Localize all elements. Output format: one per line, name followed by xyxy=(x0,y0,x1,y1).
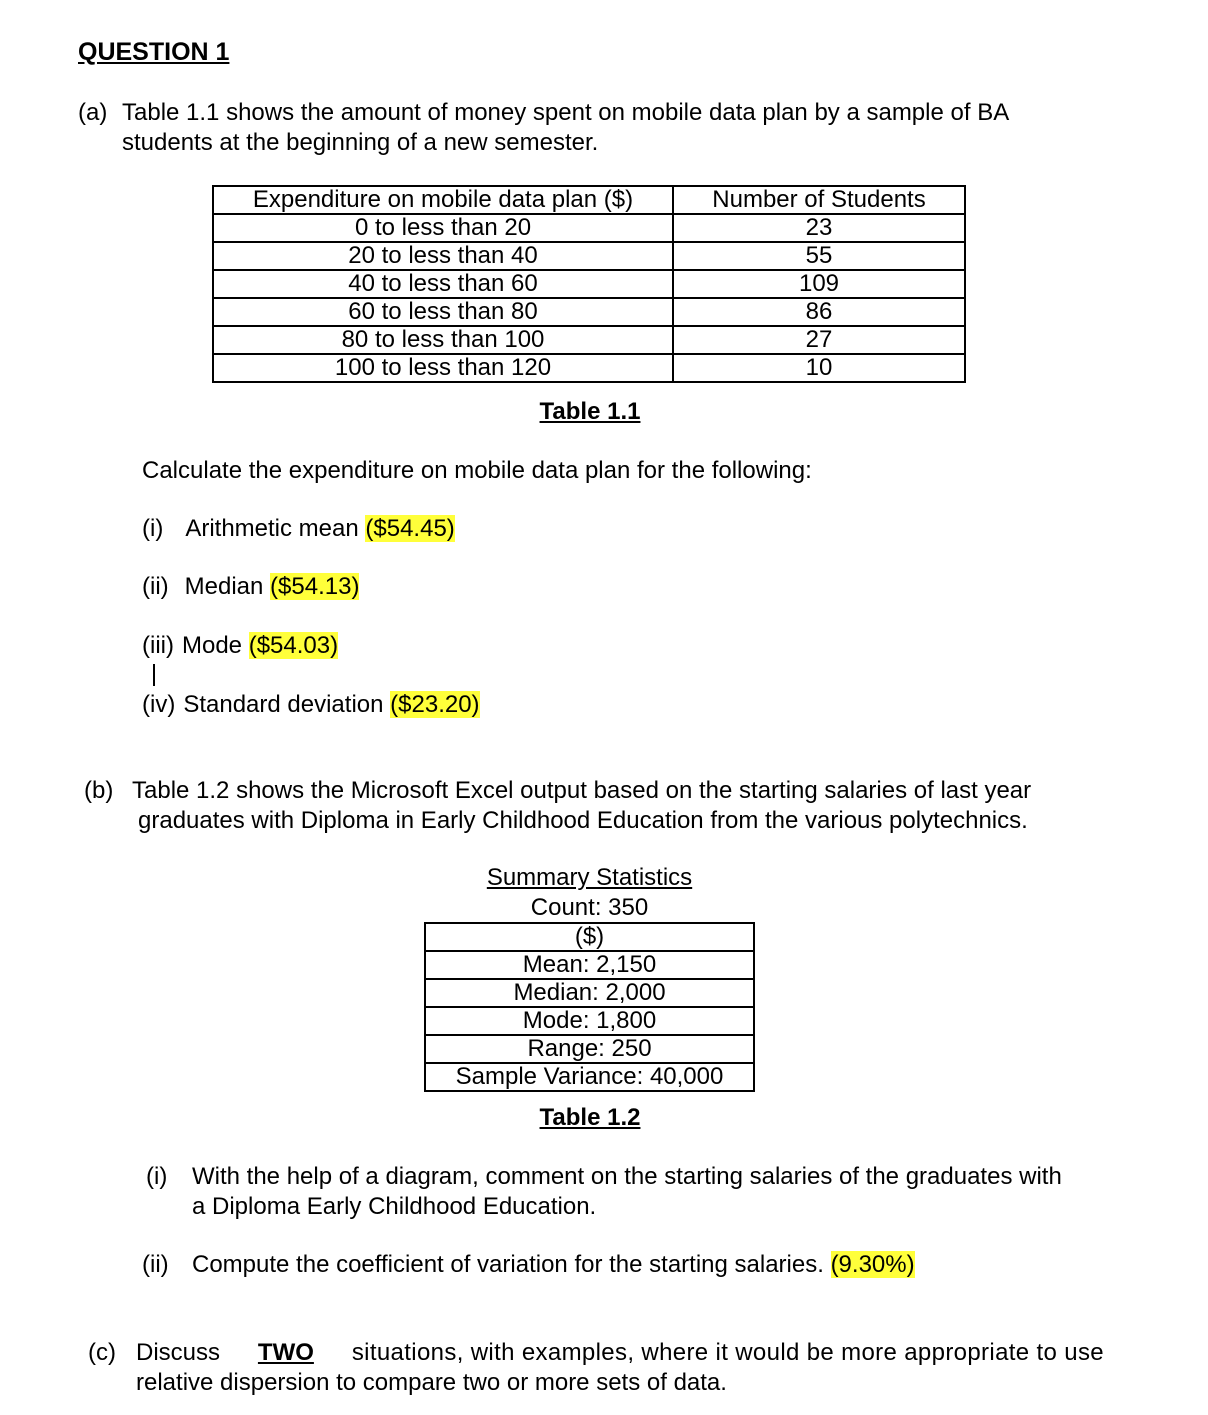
answer-highlight: ($54.13) xyxy=(270,573,360,600)
item-number: (iv) xyxy=(142,691,176,718)
table-cell: Range: 250 xyxy=(425,1035,754,1063)
table-header-cell: Number of Students xyxy=(673,186,965,214)
table-cell: ($) xyxy=(425,923,754,951)
part-b-label: (b) xyxy=(84,777,114,804)
part-c-pre: Discuss xyxy=(136,1339,221,1366)
part-c-line2: relative dispersion to compare two or more sets of data. xyxy=(136,1369,727,1396)
table-cell: 86 xyxy=(673,298,965,326)
item-number: (iii) xyxy=(142,632,174,659)
table-cell: 23 xyxy=(673,214,965,242)
item-text: Standard deviation xyxy=(183,691,384,718)
item-b-ii xyxy=(192,1250,915,1280)
part-a-instruction: Calculate the expenditure on mobile data plan for the following: xyxy=(142,457,812,484)
part-b-intro-line1: Table 1.2 shows the Microsoft Excel output based on the starting salaries of last year xyxy=(132,777,1032,804)
item-b-i-line2: a Diploma Early Childhood Education. xyxy=(192,1193,597,1220)
answer-highlight: (9.30%) xyxy=(830,1251,915,1278)
table-cell: 40 to less than 60 xyxy=(213,270,673,298)
part-c-post: situations, with examples, where it would be more appropriate to use xyxy=(351,1339,1104,1366)
table-cell: Sample Variance: 40,000 xyxy=(425,1063,754,1091)
table-cell: 55 xyxy=(673,242,965,270)
table-1-2 xyxy=(424,922,755,1092)
part-a-label: (a) xyxy=(78,99,108,126)
table-cell: 0 to less than 20 xyxy=(213,214,673,242)
item-a-iv xyxy=(142,690,480,720)
table-row xyxy=(213,214,965,242)
table-cell: 10 xyxy=(673,354,965,382)
item-number: (i) xyxy=(142,515,164,542)
table-cell: Mode: 1,800 xyxy=(425,1007,754,1035)
part-a-intro-line2: students at the beginning of a new semester. xyxy=(122,129,599,156)
table-1-1-caption: Table 1.1 xyxy=(539,398,641,425)
table-header-cell: Expenditure on mobile data plan ($) xyxy=(213,186,673,214)
table-1-2-caption: Table 1.2 xyxy=(539,1104,641,1131)
table-row xyxy=(213,242,965,270)
table-row xyxy=(213,298,965,326)
item-text: Compute the coefficient of variation for the starting salaries. xyxy=(192,1251,824,1278)
table-row xyxy=(425,923,754,951)
item-text: Median xyxy=(184,573,264,600)
table-row xyxy=(213,354,965,382)
item-text: Mode xyxy=(181,632,243,659)
part-c-line1 xyxy=(136,1338,1104,1368)
item-text: Arithmetic mean xyxy=(185,515,359,542)
item-number: (ii) xyxy=(142,573,169,600)
table-cell: 27 xyxy=(673,326,965,354)
summary-count: Count: 350 xyxy=(530,894,649,921)
part-c-label: (c) xyxy=(88,1339,116,1366)
part-a-intro-line1: Table 1.1 shows the amount of money spent on mobile data plan by a sample of BA xyxy=(122,99,1010,126)
summary-title: Summary Statistics xyxy=(486,864,693,891)
table-cell: Mean: 2,150 xyxy=(425,951,754,979)
table-cell: 100 to less than 120 xyxy=(213,354,673,382)
table-cell: 20 to less than 40 xyxy=(213,242,673,270)
question-title: QUESTION 1 xyxy=(78,38,230,66)
answer-highlight: ($23.20) xyxy=(390,691,480,718)
table-cell: 109 xyxy=(673,270,965,298)
table-row xyxy=(425,979,754,1007)
item-a-iii xyxy=(142,631,338,661)
item-b-i-number: (i) xyxy=(146,1163,168,1190)
item-b-i-line1: With the help of a diagram, comment on the starting salaries of the graduates with xyxy=(192,1163,1062,1190)
answer-highlight: ($54.45) xyxy=(365,515,455,542)
item-b-ii-number: (ii) xyxy=(142,1251,169,1278)
table-cell: Median: 2,000 xyxy=(425,979,754,1007)
item-a-i xyxy=(142,514,455,544)
table-row xyxy=(425,1007,754,1035)
table-header-row xyxy=(213,186,965,214)
item-a-ii xyxy=(142,572,359,602)
table-row xyxy=(425,951,754,979)
part-c-emphasis: TWO xyxy=(257,1339,314,1366)
table-row xyxy=(213,270,965,298)
answer-highlight: ($54.03) xyxy=(248,632,339,659)
part-b-intro-line2: graduates with Diploma in Early Childhood Education from the various polytechnics. xyxy=(138,807,1028,834)
table-row xyxy=(425,1063,754,1091)
table-row xyxy=(425,1035,754,1063)
text-cursor-mark xyxy=(153,664,155,686)
table-1-1 xyxy=(212,185,966,383)
table-cell: 60 to less than 80 xyxy=(213,298,673,326)
table-row xyxy=(213,326,965,354)
table-cell: 80 to less than 100 xyxy=(213,326,673,354)
